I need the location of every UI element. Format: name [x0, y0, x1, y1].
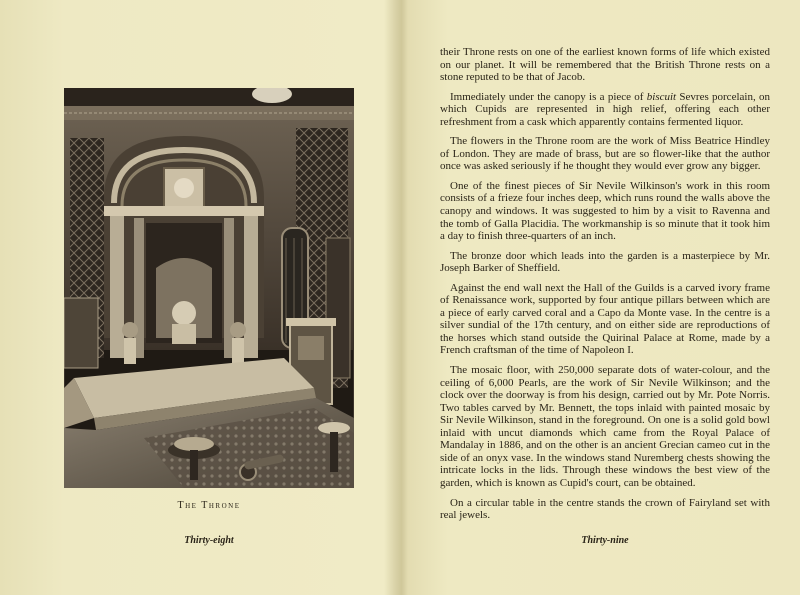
paragraph: The mosaic floor, with 250,000 separate dots of water-colour, and the ceiling of 6,000 Pearls, are the work of Sir Nevile Wilkinson; and the clock over the doorway is from his design, carried out by Mr. Pote Norris. Two tables carved by Mr. Bennett, the tops inlaid with painted mosaic by Sir Nevile Wilkinson, stand in the foreground. On one is a solid gold bowl inlaid with uncut diamonds which came from the Royal Palace of Mandalay in 1886, and on the other is an ancient Grecian cameo cut in the side of an onyx vase. In the windows stand Nuremberg chests showing the intricate locks in the lids. Through these windows the best view of the garden, which is known as Cupid's court, can be obtained. [440, 364, 770, 489]
plate-caption: The Throne [177, 500, 241, 511]
paragraph: Immediately under the canopy is a piece of biscuit Sevres porcelain, on which Cupids are represented in high relief, offering each other refreshment from a cask which apparently contains fermented liquor. [440, 90, 770, 128]
italic-term: biscuit [646, 90, 677, 103]
left-page [0, 0, 398, 595]
paragraph: The bronze door which leads into the garden is a masterpiece by Mr. Joseph Barker of Sheffield. [440, 249, 770, 275]
body-text [440, 46, 770, 529]
right-page [400, 0, 800, 595]
paragraph: On a circular table in the centre stands the crown of Fairyland set with real jewels. [440, 496, 770, 522]
page-number-left: Thirty-eight [184, 535, 234, 546]
page-number-right: Thirty-nine [581, 535, 629, 546]
paragraph: The flowers in the Throne room are the work of Miss Beatrice Hindley of London. They are made of brass, but are so flower-like that the author once was asked seriously if he thought they would ever grow any bigger. [440, 135, 770, 173]
paragraph: Against the end wall next the Hall of the Guilds is a carved ivory frame of Renaissance work, supported by four antique pillars between which are a piece of early carved coral and a Capo da Monte vase. In the centre is a silver sundial of the 17th century, and on either side are reproductions of the horses which stand outside the Quirinal Palace at Rome, made by a French craftsman of the time of Napoleon I. [440, 281, 770, 357]
paragraph: One of the finest pieces of Sir Nevile Wilkinson's work in this room consists of a frieze four inches deep, which runs round the walls above the canopy and windows. It was suggested to him by a visit to Ravenna and the tomb of Galla Placidia. The workmanship is so minute that it took him a day to finish three-quarters of an inch. [440, 179, 770, 243]
paragraph: their Throne rests on one of the earliest known forms of life which existed on our planet. It will be remembered that the British Throne rests on a stone reputed to be that of Jacob. [440, 46, 770, 84]
throne-photograph [64, 88, 354, 488]
